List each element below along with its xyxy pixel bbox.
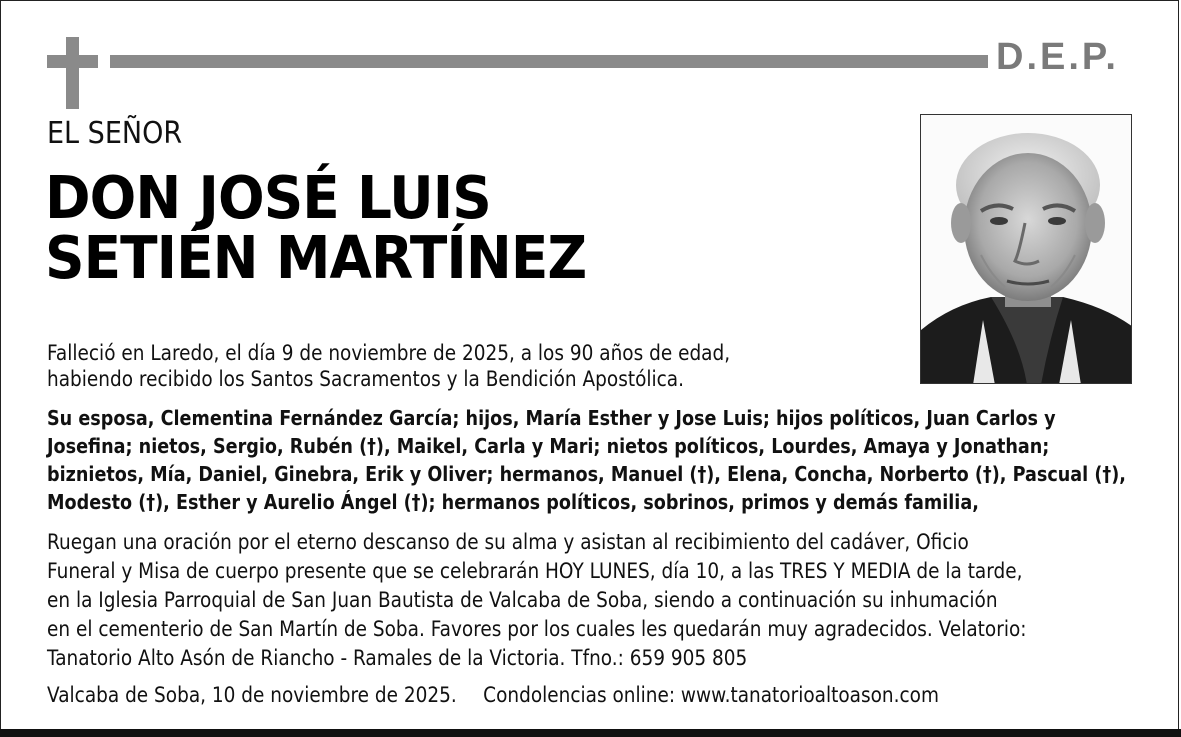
bottom-border <box>0 729 1181 737</box>
family-line: Su esposa, Clementina Fernández García; hijos, María Esther y Jose Luis; hijos políticos, Juan Carlos y <box>47 406 1056 430</box>
header-rule <box>110 55 988 68</box>
portrait-photo <box>920 114 1132 384</box>
name-line-2: SETIÉN MARTÍNEZ <box>45 223 587 292</box>
service-line: Funeral y Misa de cuerpo presente que se celebrarán HOY LUNES, día 10, a las TRES Y MEDIA de la tarde, <box>47 559 1023 583</box>
footer <box>47 682 939 708</box>
service-details <box>47 528 1027 673</box>
cross-icon-vertical <box>66 37 79 109</box>
service-line: Ruegan una oración por el eterno descanso de su alma y asistan al recibimiento del cadáver, Oficio <box>47 530 969 554</box>
place-date: Valcaba de Soba, 10 de noviembre de 2025. <box>47 683 457 707</box>
name-line-1: DON JOSÉ LUIS <box>45 163 491 232</box>
deceased-name <box>45 163 587 292</box>
service-line: Tanatorio Alto Asón de Riancho - Ramales de la Victoria. Tfno.: 659 905 805 <box>47 646 748 670</box>
death-notice <box>47 340 730 392</box>
cross-icon-horizontal <box>47 55 98 68</box>
family-line: biznietos, Mía, Daniel, Ginebra, Erik y Oliver; hermanos, Manuel (†), Elena, Concha, Norberto (†), Pascual (†), <box>47 462 1126 486</box>
honorific-prefix: EL SEÑOR <box>47 116 183 151</box>
dep-label: D.E.P. <box>996 36 1119 78</box>
condolences-link[interactable]: Condolencias online: www.tanatorioaltoason.com <box>483 683 939 707</box>
family-line: Josefina; nietos, Sergio, Rubén (†), Maikel, Carla y Mari; nietos políticos, Lourdes, Amaya y Jonathan; <box>47 434 1050 458</box>
portrait-image <box>921 115 1132 384</box>
death-notice-line: Falleció en Laredo, el día 9 de noviembre de 2025, a los 90 años de edad, <box>47 341 731 365</box>
service-line: en la Iglesia Parroquial de San Juan Bautista de Valcaba de Soba, siendo a continuación su inhumación <box>47 588 998 612</box>
service-line: en el cementerio de San Martín de Soba. Favores por los cuales les quedarán muy agradecidos. Velatorio: <box>47 617 1027 641</box>
family-line: Modesto (†), Esther y Aurelio Ángel (†); hermanos políticos, sobrinos, primos y demás familia, <box>47 490 979 514</box>
family-list <box>47 404 1126 516</box>
death-notice-line: habiendo recibido los Santos Sacramentos y la Bendición Apostólica. <box>47 367 685 391</box>
